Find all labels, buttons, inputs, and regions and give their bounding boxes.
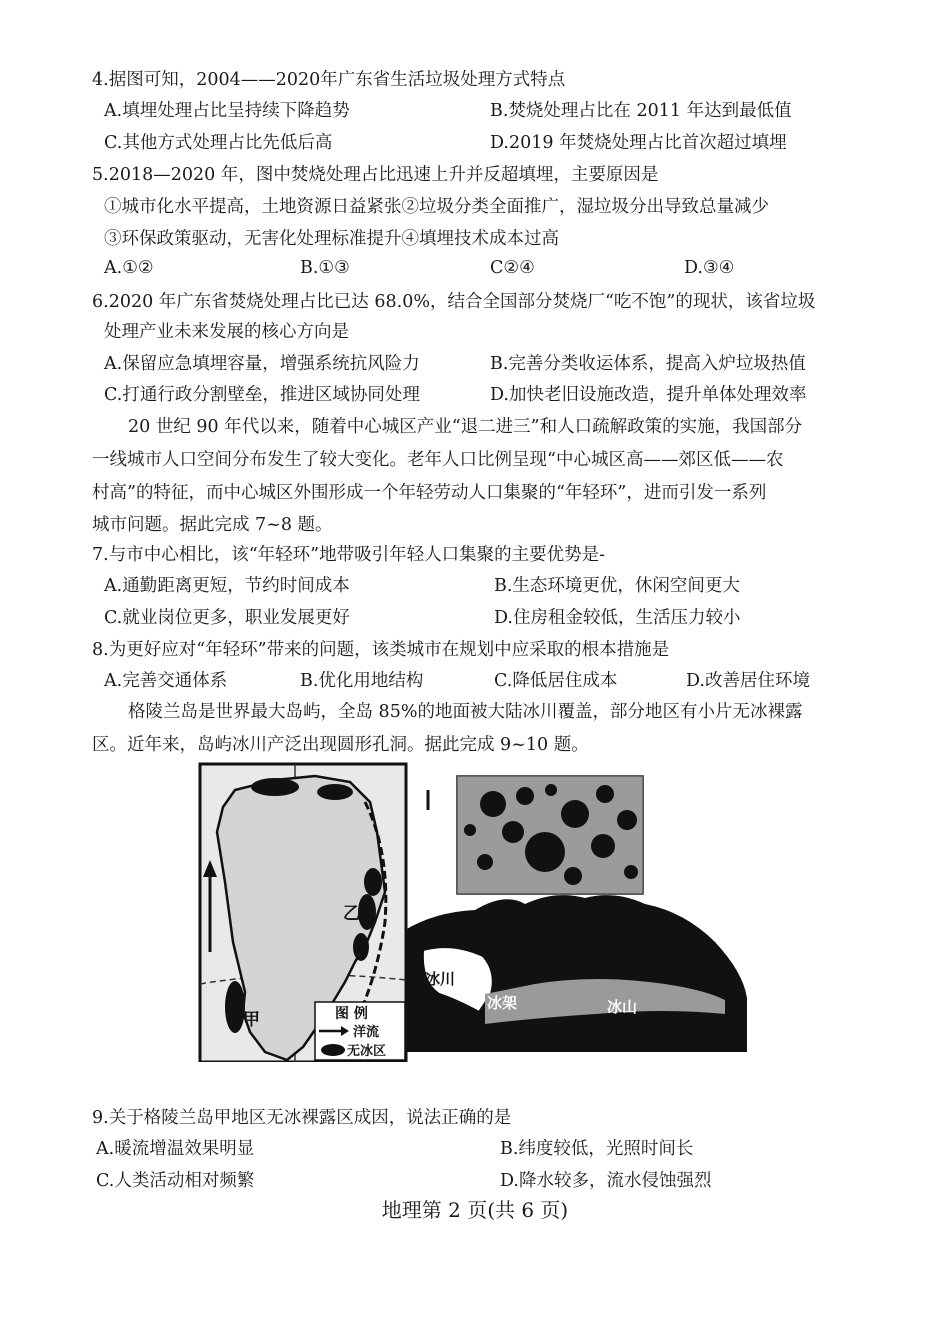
q8-option-a: A.完善交通体系 (104, 671, 228, 691)
q6-stem-line1: 6.2020 年广东省焚烧处理占比已达 68.0%，结合全国部分焚烧厂“吃不饱”的现状，该省垃圾 (92, 292, 816, 312)
q7-option-c: C.就业岗位更多，职业发展更好 (104, 608, 350, 628)
q4-option-a: A.填埋处理占比呈持续下降趋势 (104, 101, 350, 121)
q9-option-b: B.纬度较低，光照时间长 (500, 1139, 694, 1159)
q7-stem: 7.与市中心相比，该“年轻环”地带吸引年轻人口集聚的主要优势是- (92, 545, 606, 565)
q8-stem: 8.为更好应对“年轻环”带来的问题，该类城市在规划中应采取的根本措施是 (92, 640, 670, 660)
q5-option-a: A.①② (104, 258, 154, 278)
glacier-holes-photo (428, 776, 643, 894)
map-label-yi: 乙 (343, 904, 360, 924)
q4-option-c: C.其他方式处理占比先低后高 (104, 133, 333, 153)
passage1-line1: 20 世纪 90 年代以来，随着中心城区产业“退二进三”和人口疏解政策的实施，我国部分 (128, 417, 803, 437)
ice-free-area-north (251, 778, 299, 796)
ice-free-area-northeast (317, 784, 353, 800)
passage1-line2: 一线城市人口空间分布发生了较大变化。老年人口比例呈现“中心城区高——郊区低——农 (92, 450, 784, 470)
diagram-label-glacier: 冰川 (425, 970, 456, 988)
passage2-line2: 区。近年来，岛屿冰川产泛出现圆形孔洞。据此完成 9~10 题。 (92, 735, 589, 755)
q5-option-b: B.①③ (300, 258, 350, 278)
page-footer: 地理第 2 页(共 6 页) (381, 1198, 569, 1222)
legend-ice-free-area: 无冰区 (347, 1044, 387, 1059)
ice-free-area-jia (225, 981, 245, 1033)
q9-stem: 9.关于格陵兰岛甲地区无冰裸露区成因，说法正确的是 (92, 1108, 512, 1128)
greenland-map (200, 764, 406, 1062)
passage2-line1: 格陵兰岛是世界最大岛屿，全岛 85%的地面被大陆冰川覆盖，部分地区有小片无冰裸露 (128, 702, 803, 722)
q9-option-d: D.降水较多，流水侵蚀强烈 (500, 1171, 712, 1191)
q4-option-b: B.焚烧处理占比在 2011 年达到最低值 (490, 101, 792, 121)
q6-stem-line2: 处理产业未来发展的核心方向是 (104, 322, 349, 342)
q6-option-c: C.打通行政分割壁垒，推进区域协同处理 (104, 385, 420, 405)
q7-option-b: B.生态环境更优，休闲空间更大 (494, 576, 740, 596)
passage1-line4: 城市问题。据此完成 7~8 题。 (92, 515, 333, 535)
glacier-iceshelf-diagram (405, 895, 747, 1052)
legend-ocean-current: 洋流 (353, 1025, 380, 1040)
q4-option-d: D.2019 年焚烧处理占比首次超过填埋 (490, 133, 787, 153)
passage1-line3: 村高”的特征，而中心城区外围形成一个年轻劳动人口集聚的“年轻环”，进而引发一系列 (92, 483, 767, 503)
q5-option-d: D.③④ (684, 258, 735, 278)
q6-option-d: D.加快老旧设施改造，提升单体处理效率 (490, 385, 807, 405)
q5-stem: 5.2018—2020 年，图中焚烧处理占比迅速上升并反超填埋，主要原因是 (92, 165, 659, 185)
q5-statement-line1: ①城市化水平提高，土地资源日益紧张②垃圾分类全面推广，湿垃圾分出导致总量减少 (104, 197, 769, 217)
legend-title: 图 例 (335, 1006, 368, 1022)
greenland-figure (195, 762, 755, 1062)
q9-option-a: A.暖流增温效果明显 (96, 1139, 255, 1159)
diagram-label-iceberg: 冰山 (607, 998, 638, 1016)
map-label-jia: 甲 (243, 1010, 260, 1030)
map-legend (315, 1002, 405, 1060)
q8-option-b: B.优化用地结构 (300, 671, 424, 691)
q8-option-d: D.改善居住环境 (686, 671, 810, 691)
q5-statement-line2: ③环保政策驱动，无害化处理标准提升④填埋技术成本过高 (104, 229, 559, 249)
q9-option-c: C.人类活动相对频繁 (96, 1171, 255, 1191)
q6-option-a: A.保留应急填埋容量，增强系统抗风险力 (104, 354, 420, 374)
q4-stem: 4.据图可知，2004——2020年广东省生活垃圾处理方式特点 (92, 70, 566, 90)
q7-option-d: D.住房租金较低，生活压力较小 (494, 608, 741, 628)
q5-option-c: C②④ (490, 258, 535, 278)
ice-free-area-east-3 (353, 933, 369, 961)
q6-option-b: B.完善分类收运体系，提高入炉垃圾热值 (490, 354, 806, 374)
ice-free-area-east-2 (358, 894, 376, 930)
diagram-label-ice-shelf: 冰架 (487, 994, 518, 1012)
q7-option-a: A.通勤距离更短，节约时间成本 (104, 576, 350, 596)
ice-free-area-east-1 (364, 868, 382, 896)
q8-option-c: C.降低居住成本 (494, 671, 618, 691)
